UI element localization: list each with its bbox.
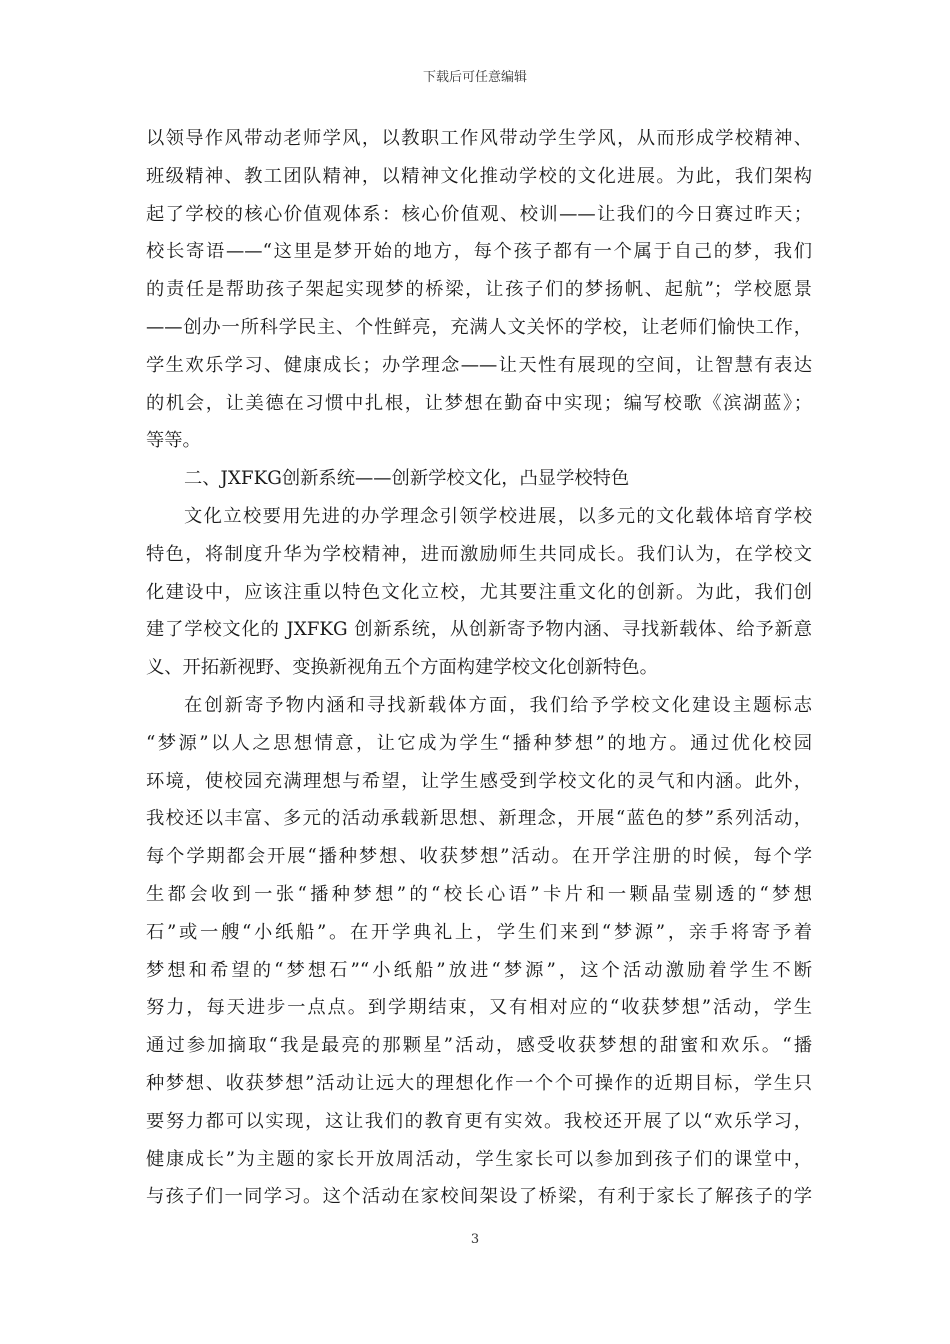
text-line: “梦源”以人之思想情意，让它成为学生“播种梦想”的地方。通过优化校园 (146, 732, 812, 754)
page-header-note: 下载后可任意编辑 (422, 70, 527, 85)
paragraph (146, 687, 812, 1216)
text-line: 与孩子们一同学习。这个活动在家校间架设了桥梁，有利于家长了解孩子的学 (146, 1186, 812, 1208)
text-line: 生都会收到一张“播种梦想”的“校长心语”卡片和一颗晶莹剔透的“梦想 (146, 883, 812, 905)
text-line: ——创办一所科学民主、个性鲜亮，充满人文关怀的学校，让老师们愉快工作， (146, 316, 812, 338)
text-line: 文化立校要用先进的办学理念引领学校进展，以多元的文化载体培育学校 (184, 505, 812, 527)
text-line: 建了学校文化的 JXFKG 创新系统，从创新寄予物内涵、寻找新载体、给予新意 (146, 619, 812, 641)
text-line: 起了学校的核心价值观体系：核心价值观、校训——让我们的今日赛过昨天； (146, 203, 812, 225)
page-number: 3 (470, 1232, 480, 1247)
text-line: 在创新寄予物内涵和寻找新载体方面，我们给予学校文化建设主题标志 (184, 694, 812, 716)
text-line: 每个学期都会开展“播种梦想、收获梦想”活动。在开学注册的时候，每个学 (146, 846, 812, 868)
text-line: 健康成长”为主题的家长开放周活动，学生家长可以参加到孩子们的课堂中， (146, 1148, 812, 1170)
text-line: 班级精神、教工团队精神，以精神文化推动学校的文化进展。为此，我们架构 (146, 165, 812, 187)
text-line: 等等。 (146, 430, 201, 452)
text-line: 我校还以丰富、多元的活动承载新思想、新理念，开展“蓝色的梦”系列活动， (146, 808, 812, 830)
text-line: 化建设中，应该注重以特色文化立校，尤其要注重文化的创新。为此，我们创 (146, 581, 812, 603)
text-line: 学生欢乐学习、健康成长；办学理念——让天性有展现的空间，让智慧有表达 (146, 354, 812, 376)
text-line: 努力，每天进步一点点。到学期结束，又有相对应的“收获梦想”活动，学生 (146, 997, 812, 1019)
text-line: 校长寄语——“这里是梦开始的地方，每个孩子都有一个属于自己的梦，我们 (146, 241, 812, 263)
text-line: 梦想和希望的“梦想石”“小纸船”放进“梦源”，这个活动激励着学生不断 (146, 959, 812, 981)
heading-line: 二、JXFKG创新系统——创新学校文化，凸显学校特色 (184, 468, 630, 490)
text-line: 以领导作风带动老师学风，以教职工作风带动学生学风，从而形成学校精神、 (146, 128, 812, 149)
document-body (146, 120, 812, 1216)
section-heading (146, 460, 812, 498)
text-line: 特色，将制度升华为学校精神，进而激励师生共同成长。我们认为，在学校文 (146, 543, 812, 565)
text-line: 种梦想、收获梦想”活动让远大的理想化作一个个可操作的近期目标，学生只 (146, 1072, 812, 1094)
text-line: 通过参加摘取“我是最亮的那颗星”活动，感受收获梦想的甜蜜和欢乐。“播 (146, 1035, 812, 1057)
paragraph (146, 498, 812, 687)
text-line: 义、开拓新视野、变换新视角五个方面构建学校文化创新特色。 (146, 657, 658, 679)
text-line: 环境，使校园充满理想与希望，让学生感受到学校文化的灵气和内涵。此外， (146, 770, 812, 792)
text-line: 石”或一艘“小纸船”。在开学典礼上，学生们来到“梦源”，亲手将寄予着 (146, 921, 812, 943)
text-line: 要努力都可以实现，这让我们的教育更有实效。我校还开展了以“欢乐学习， (146, 1110, 812, 1132)
text-line: 的机会，让美德在习惯中扎根，让梦想在勤奋中实现；编写校歌《滨湖蓝》； (146, 392, 812, 414)
text-line: 的责任是帮助孩子架起实现梦的桥梁，让孩子们的梦扬帆、起航”；学校愿景 (146, 279, 812, 301)
paragraph (146, 120, 812, 460)
